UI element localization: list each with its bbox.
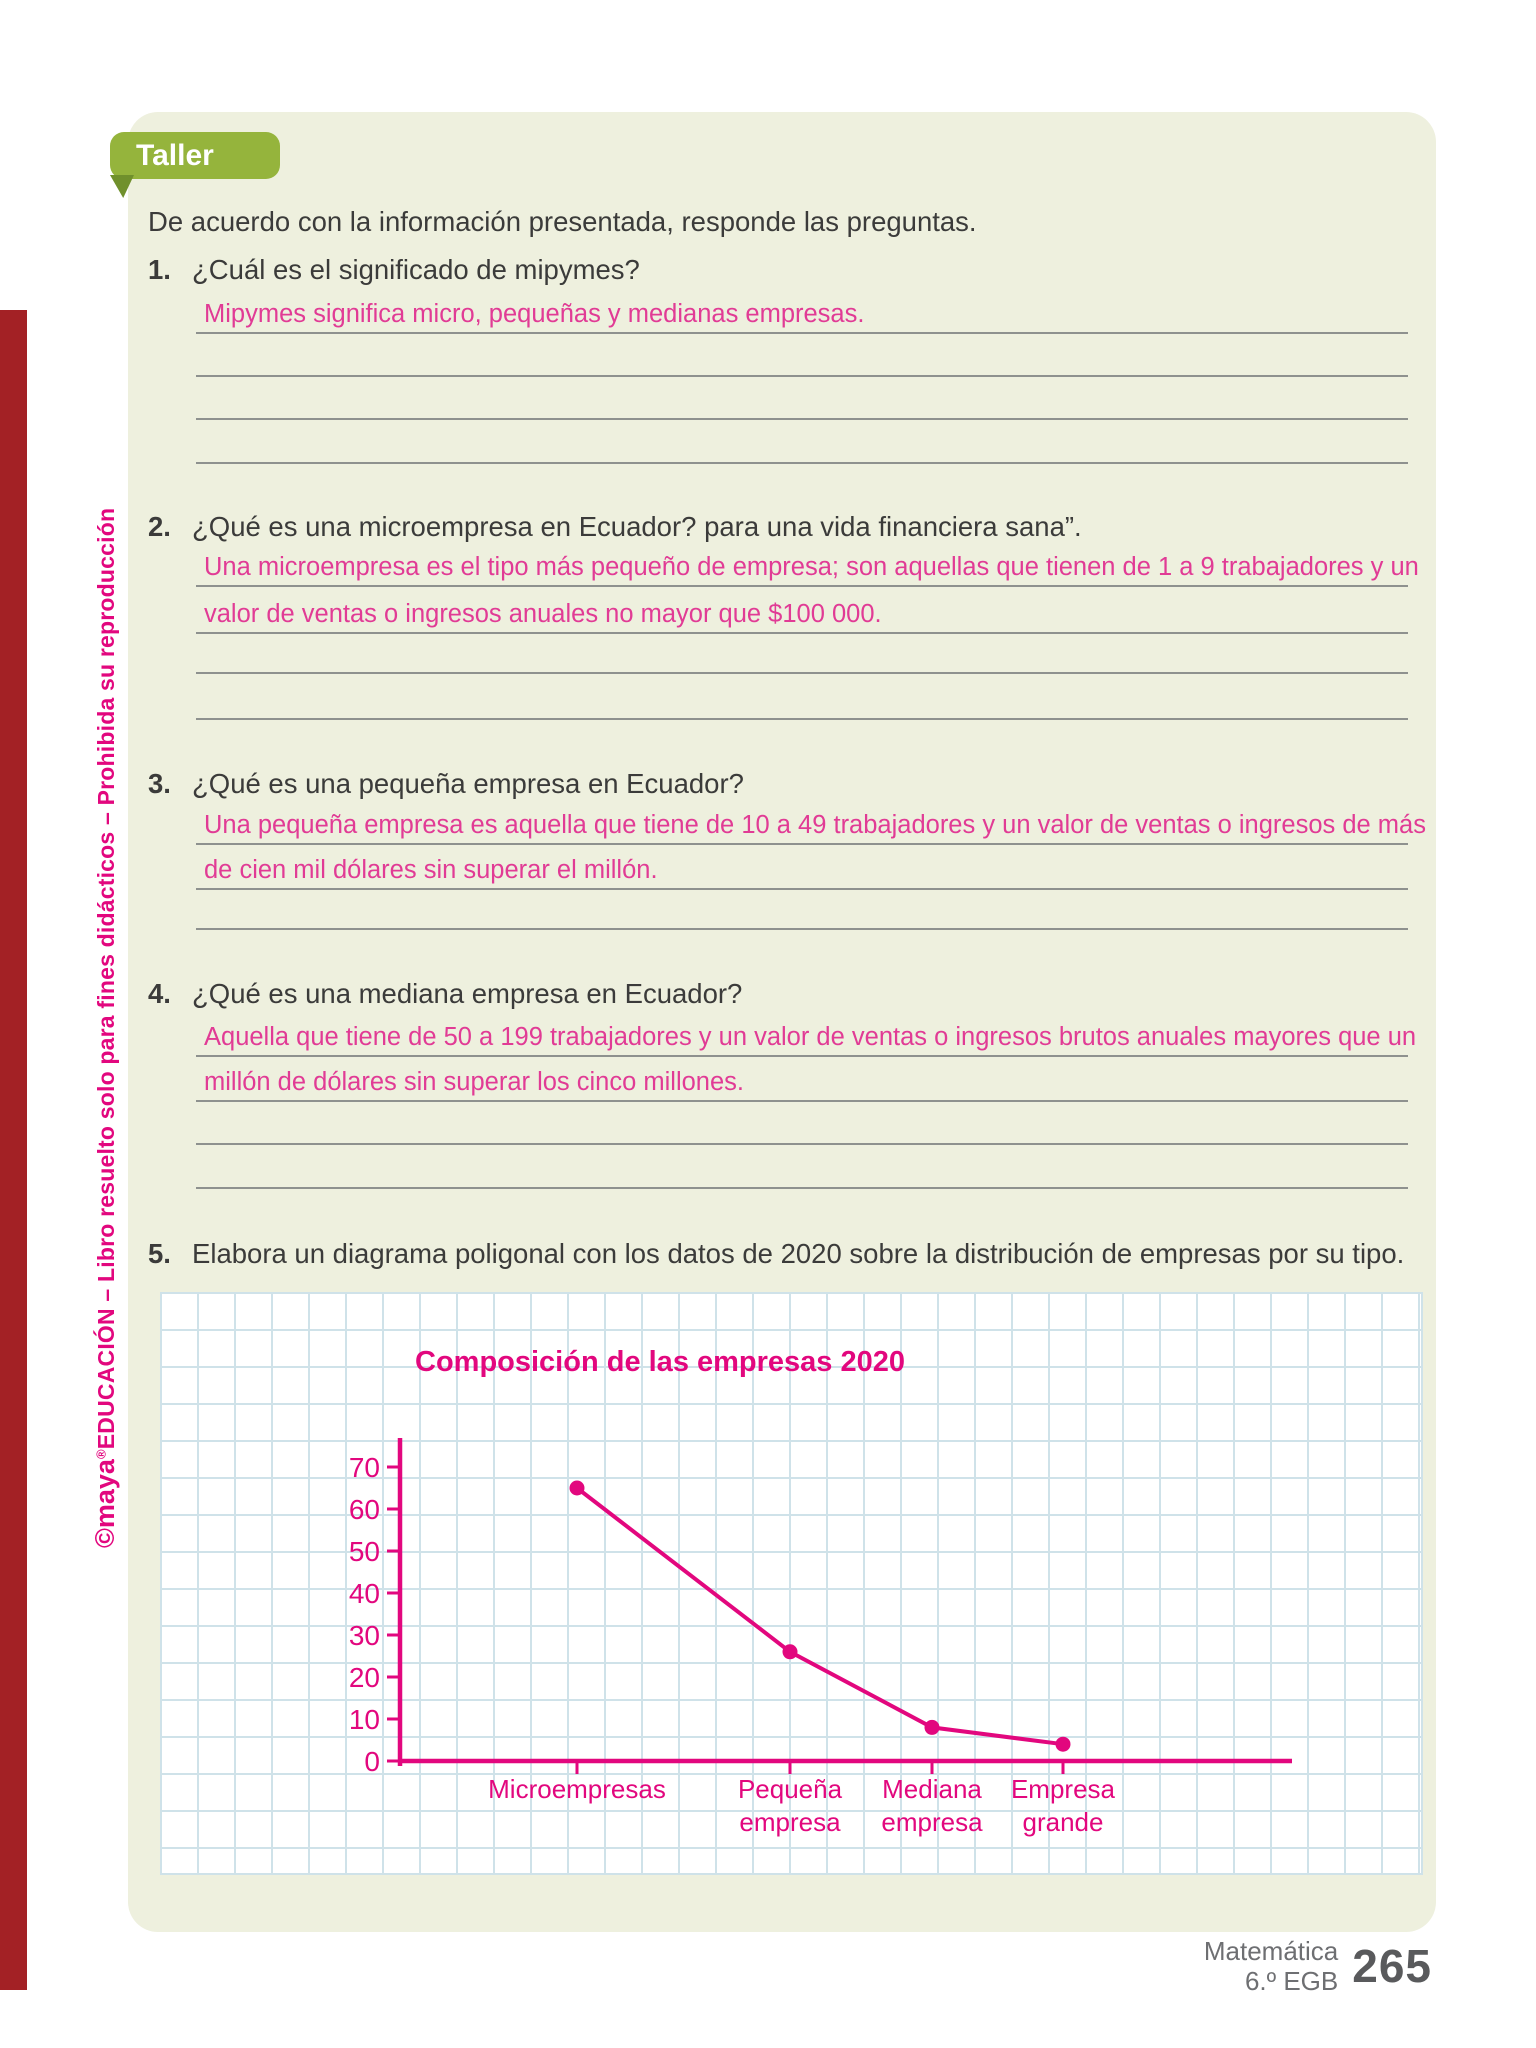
line-chart xyxy=(160,1292,1423,1875)
answer-line: millón de dólares sin superar los cinco millones. xyxy=(196,1062,1408,1102)
intro-text: De acuerdo con la información presentada, responde las preguntas. xyxy=(148,206,977,237)
copyright-notice: – Libro resuelto solo para fines didácticos – Prohibida su reproducción xyxy=(93,507,119,1309)
answer-line-blank xyxy=(196,1105,1408,1145)
answer-line-blank xyxy=(196,890,1408,930)
publisher-logo: ©maya xyxy=(90,1459,120,1548)
question-1 xyxy=(148,254,1426,286)
answer-line-blank xyxy=(196,1149,1408,1189)
footer-meta xyxy=(1204,1936,1338,1996)
registered-mark: ® xyxy=(93,1449,109,1460)
question-2-number: 2. xyxy=(148,511,171,542)
svg-text:Pequeñaempresa: Pequeña empresa xyxy=(737,1774,843,1837)
question-2-text: ¿Qué es una microempresa en Ecuador? para una vida financiera sana”. xyxy=(192,511,1082,542)
question-4 xyxy=(148,978,1426,1010)
question-1-text: ¿Cuál es el significado de mipymes? xyxy=(192,254,640,285)
taller-badge xyxy=(110,132,280,179)
answer-line: Mipymes significa micro, pequeñas y medianas empresas. xyxy=(196,294,1408,334)
svg-text:60: 60 xyxy=(348,1494,380,1525)
answer-line-blank xyxy=(196,634,1408,674)
answer-line: de cien mil dólares sin superar el millón. xyxy=(196,850,1408,890)
svg-text:Empresagrande: Empresa grande xyxy=(1010,1774,1116,1837)
svg-text:40: 40 xyxy=(348,1578,380,1609)
svg-text:50: 50 xyxy=(348,1536,380,1567)
answer-line: valor de ventas o ingresos anuales no mayor que $100 000. xyxy=(196,594,1408,634)
svg-text:0: 0 xyxy=(364,1746,380,1777)
answer-line-blank xyxy=(196,337,1408,377)
answer-line-blank xyxy=(196,380,1408,420)
svg-text:Medianaempresa: Mediana empresa xyxy=(881,1774,983,1837)
sidebar-copyright xyxy=(90,508,121,1548)
page-spine-bar xyxy=(0,310,27,1990)
answer-line-blank xyxy=(196,424,1408,464)
svg-text:10: 10 xyxy=(348,1704,380,1735)
svg-text:20: 20 xyxy=(348,1662,380,1693)
question-3-text: ¿Qué es una pequeña empresa en Ecuador? xyxy=(192,768,744,799)
footer-subject: Matemática xyxy=(1203,1936,1339,1966)
chart-title: Composición de las empresas 2020 xyxy=(415,1346,905,1378)
question-4-number: 4. xyxy=(148,978,171,1009)
question-3-number: 3. xyxy=(148,768,171,799)
answer-line: Una microempresa es el tipo más pequeño de empresa; son aquellas que tienen de 1 a 9 trabajadores y un xyxy=(196,547,1408,587)
question-5 xyxy=(148,1238,1426,1270)
footer-grade: 6.º EGB xyxy=(1244,1966,1339,1997)
question-3 xyxy=(148,768,1426,800)
svg-text:Microempresas: Microempresas xyxy=(488,1774,666,1804)
page-number: 265 xyxy=(1352,1940,1432,1993)
answer-line: Aquella que tiene de 50 a 199 trabajadores y un valor de ventas o ingresos brutos anuales mayores que un xyxy=(196,1017,1408,1057)
question-5-text: Elabora un diagrama poligonal con los datos de 2020 sobre la distribución de empresas por su tipo. xyxy=(192,1238,1405,1269)
answer-line-blank xyxy=(196,680,1408,720)
question-5-number: 5. xyxy=(148,1238,171,1269)
svg-text:30: 30 xyxy=(348,1620,380,1651)
page-footer xyxy=(1204,1936,1432,1996)
taller-badge-label: Taller xyxy=(136,139,214,172)
answer-line: Una pequeña empresa es aquella que tiene de 10 a 49 trabajadores y un valor de ventas o ingresos de más xyxy=(196,805,1408,845)
chart-panel xyxy=(160,1292,1423,1875)
question-2 xyxy=(148,511,1426,543)
publisher-name: EDUCACIÓN xyxy=(93,1308,119,1450)
question-1-number: 1. xyxy=(148,254,171,285)
question-4-text: ¿Qué es una mediana empresa en Ecuador? xyxy=(192,978,743,1009)
svg-text:70: 70 xyxy=(348,1452,380,1483)
